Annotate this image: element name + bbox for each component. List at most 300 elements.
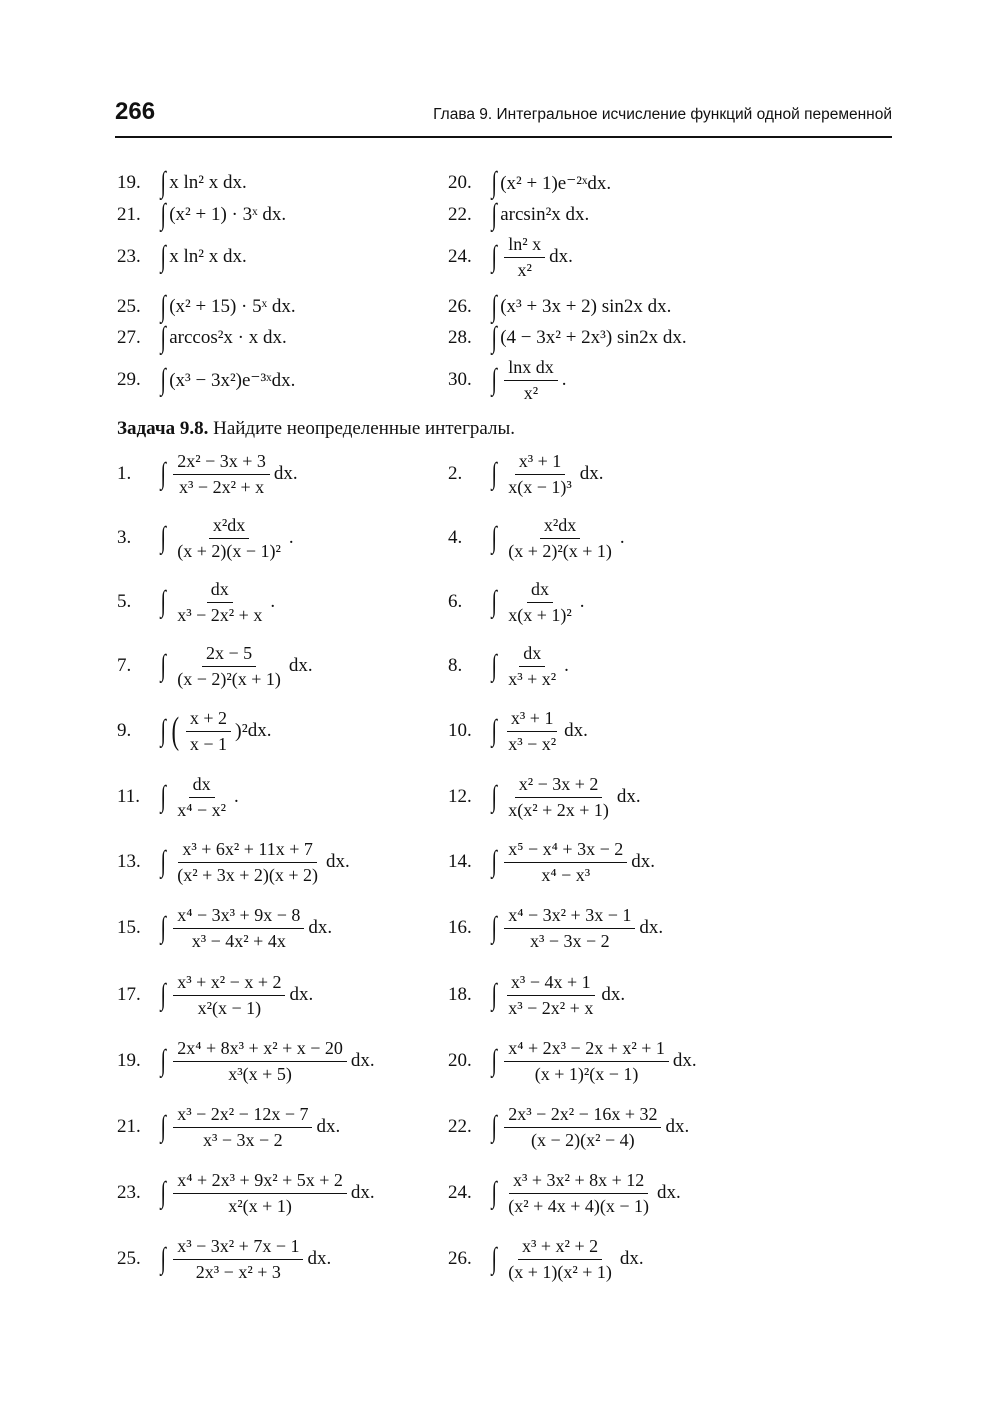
- exercise-row: [0, 507, 1000, 569]
- numerator: x³ + 1: [515, 451, 566, 475]
- fraction: [504, 643, 560, 690]
- exercise-item: [117, 292, 296, 322]
- numerator: x + 2: [186, 708, 231, 732]
- denominator: (x² + 3x + 2)(x + 2): [177, 864, 319, 885]
- exercise-number: 4.: [448, 527, 463, 548]
- integrand: [500, 327, 686, 349]
- integral-sign: ∫: [491, 1044, 497, 1077]
- integral-sign: ∫: [160, 845, 166, 878]
- header-rule: [115, 136, 892, 138]
- integral-sign: ∫: [160, 585, 166, 618]
- numerator: x³ − 4x + 1: [507, 972, 595, 996]
- integral-sign: ∫: [491, 714, 497, 747]
- integrand: [500, 774, 640, 821]
- exercise-item: [448, 168, 611, 198]
- integrand-text: (x³ − 3x²)e⁻³ˣdx.: [169, 369, 296, 391]
- numerator: 2x² − 3x + 3: [173, 451, 270, 475]
- integral-sign: ∫: [491, 911, 497, 944]
- exercise-item: [117, 571, 275, 633]
- integrand: [169, 1038, 374, 1085]
- fraction: [173, 643, 285, 690]
- exercise-row: [0, 1228, 1000, 1290]
- exercise-item: [117, 168, 247, 198]
- exercise-item: [117, 700, 271, 762]
- exercise-number: 24.: [448, 1182, 472, 1203]
- exercise-number: 25.: [117, 1248, 141, 1269]
- exercise-row: [0, 1030, 1000, 1092]
- exercise-row: [0, 292, 1000, 322]
- integrand: [500, 905, 663, 952]
- numerator: dx: [189, 774, 215, 798]
- integral-sign: ∫: [491, 978, 497, 1011]
- integrand: [500, 1038, 696, 1085]
- exercise-number: 6.: [448, 591, 463, 612]
- numerator: 2x⁴ + 8x³ + x² + x − 20: [173, 1038, 347, 1062]
- fraction: [504, 357, 558, 404]
- integrand: [169, 579, 275, 626]
- exercise-item: [448, 355, 566, 405]
- exercise-number: 19.: [117, 172, 141, 193]
- exercise-row: [0, 355, 1000, 405]
- numerator: x³ + 3x² + 8x + 12: [509, 1170, 648, 1194]
- fraction: [504, 451, 576, 498]
- integrand-tail: dx.: [307, 1248, 332, 1269]
- numerator: x²dx: [209, 515, 249, 539]
- exercise-number: 14.: [448, 851, 472, 872]
- integrand-tail: dx.: [665, 1116, 690, 1137]
- denominator: (x + 1)²(x − 1): [534, 1063, 639, 1084]
- integrand-tail: dx.: [564, 720, 588, 741]
- integral-sign: ∫: [160, 714, 166, 747]
- integrand: [500, 1170, 681, 1217]
- integrand: [169, 327, 287, 349]
- denominator: (x − 2)²(x + 1): [177, 668, 281, 689]
- denominator: x³ + x²: [508, 668, 557, 689]
- exercise-item: [448, 700, 588, 762]
- integrand: [169, 515, 293, 562]
- fraction: [504, 1038, 669, 1085]
- exercise-number: 10.: [448, 720, 472, 741]
- fraction: [173, 1038, 347, 1085]
- integrand-tail: dx.: [549, 246, 573, 267]
- fraction: [504, 1170, 653, 1217]
- numerator: x² − 3x + 2: [515, 774, 603, 798]
- fraction: [504, 1236, 616, 1283]
- denominator: (x + 2)(x − 1)²: [177, 540, 281, 561]
- denominator: x³(x + 5): [228, 1063, 292, 1084]
- exercise-item: [117, 897, 332, 959]
- integral-sign: ∫: [491, 240, 497, 273]
- integrand-tail: dx.: [273, 463, 298, 484]
- integrand: [500, 579, 584, 626]
- integrand: [500, 972, 625, 1019]
- fraction: [173, 905, 304, 952]
- exercise-item: [117, 766, 239, 828]
- exercise-item: [117, 635, 313, 697]
- exercise-number: 18.: [448, 984, 472, 1005]
- numerator: x⁴ − 3x³ + 9x − 8: [173, 905, 304, 929]
- fraction: [504, 839, 627, 886]
- integrand-text: (x² + 15) · 5ˣ dx.: [169, 296, 296, 317]
- numerator: x⁴ − 3x² + 3x − 1: [504, 905, 635, 929]
- integrand: [500, 1104, 689, 1151]
- exercise-item: [448, 1162, 681, 1224]
- exercise-number: 26.: [448, 296, 472, 317]
- numerator: x⁵ − x⁴ + 3x − 2: [504, 839, 627, 863]
- fraction: [504, 234, 545, 281]
- integrand: [500, 515, 624, 562]
- exercise-item: [117, 1030, 375, 1092]
- numerator: x³ − 3x² + 7x − 1: [173, 1236, 303, 1260]
- exercise-number: 9.: [117, 720, 132, 741]
- integral-sign: ∫: [160, 1242, 166, 1275]
- exercise-row: [0, 571, 1000, 633]
- denominator: x³ − 3x − 2: [202, 1129, 283, 1150]
- integrand-tail: .: [619, 527, 625, 548]
- integrand-tail: dx.: [247, 720, 272, 741]
- fraction: [504, 774, 613, 821]
- integral-sign: ∫: [491, 780, 497, 813]
- denominator: x³ − x²: [508, 733, 557, 754]
- integrand: [500, 296, 671, 318]
- exercise-item: [448, 1228, 644, 1290]
- page-header: [115, 98, 892, 138]
- integrand-tail: .: [579, 591, 585, 612]
- exercise-number: 13.: [117, 851, 141, 872]
- integrand: [169, 972, 313, 1019]
- exercise-number: 8.: [448, 655, 463, 676]
- exercise-item: [448, 507, 625, 569]
- integrand-tail: dx.: [350, 1182, 375, 1203]
- integrand: [500, 643, 569, 690]
- integral-sign: ∫: [491, 521, 497, 554]
- fraction: [504, 579, 576, 626]
- exercise-number: 25.: [117, 296, 141, 317]
- integral-sign: ∫: [160, 457, 166, 490]
- exercise-row: [0, 831, 1000, 893]
- fraction: [504, 905, 635, 952]
- integral-sign: ∫: [491, 198, 497, 231]
- exercise-number: 15.: [117, 917, 141, 938]
- integrand-tail: dx.: [350, 1050, 375, 1071]
- numerator: x³ + 1: [507, 708, 558, 732]
- integrand-tail: dx.: [657, 1182, 681, 1203]
- integrand-text: x ln² x dx.: [169, 246, 247, 267]
- integrand: [169, 839, 350, 886]
- fraction: [173, 774, 230, 821]
- denominator: x⁴ − x²: [177, 799, 227, 820]
- integrand-tail: dx.: [672, 1050, 697, 1071]
- integral-sign: ∫: [160, 521, 166, 554]
- exercise-row: [0, 766, 1000, 828]
- integrand-text: arccos²x · x dx.: [169, 327, 287, 348]
- integrand-tail: dx.: [316, 1116, 341, 1137]
- exercise-number: 11.: [117, 786, 141, 807]
- task-label: Задача 9.8.: [117, 418, 209, 439]
- denominator: x(x − 1)³: [508, 476, 572, 497]
- integral-sign: ∫: [160, 1176, 166, 1209]
- exercise-number: 20.: [448, 1050, 472, 1071]
- integrand: [500, 708, 588, 755]
- exercise-number: 1.: [117, 463, 132, 484]
- integral-sign: ∫: [491, 585, 497, 618]
- integrand: [169, 204, 286, 226]
- exercise-number: 2.: [448, 463, 463, 484]
- integrand: [500, 172, 611, 195]
- denominator: (x² + 4x + 4)(x − 1): [508, 1195, 650, 1216]
- exercise-row: [0, 168, 1000, 198]
- integral-sign: ∫: [491, 321, 497, 354]
- integrand-tail: dx.: [616, 786, 641, 807]
- fraction: [173, 579, 266, 626]
- integrand: [169, 296, 295, 318]
- exercise-item: [448, 897, 663, 959]
- integral-sign: ∫: [160, 321, 166, 354]
- integrand-tail: dx.: [639, 917, 664, 938]
- exercise-item: [117, 443, 298, 505]
- integral-sign: ∫: [491, 363, 497, 396]
- exercise-number: 7.: [117, 655, 132, 676]
- fraction: [173, 972, 285, 1019]
- exercise-item: [117, 232, 247, 282]
- exercise-item: [117, 323, 287, 353]
- denominator: x²(x − 1): [197, 997, 262, 1018]
- exercise-row: [0, 897, 1000, 959]
- integral-sign: ∫: [160, 780, 166, 813]
- integrand: [500, 839, 655, 886]
- integrand: [169, 708, 271, 755]
- exercise-row: [0, 1162, 1000, 1224]
- numerator: x³ + x² + 2: [518, 1236, 602, 1260]
- exercise-number: 3.: [117, 527, 132, 548]
- paren-open: (: [171, 710, 180, 752]
- fraction: [186, 708, 231, 755]
- exercise-number: 26.: [448, 1248, 472, 1269]
- fraction: [504, 708, 560, 755]
- fraction: [173, 839, 322, 886]
- integrand-tail: dx.: [288, 655, 313, 676]
- exercise-item: [448, 831, 655, 893]
- integral-sign: ∫: [491, 649, 497, 682]
- denominator: x(x + 1)²: [508, 604, 572, 625]
- denominator: x²: [517, 259, 532, 280]
- denominator: x²: [523, 382, 539, 403]
- integral-sign: ∫: [160, 649, 166, 682]
- denominator: x³ − 2x² + x: [179, 476, 265, 497]
- integrand: [169, 643, 312, 690]
- integrand: [169, 1104, 340, 1151]
- integrand: [169, 774, 239, 821]
- exercise-number: 20.: [448, 172, 472, 193]
- integrand-tail: dx.: [289, 984, 314, 1005]
- numerator: 2x³ − 2x² − 16x + 32: [504, 1104, 661, 1128]
- exercise-item: [448, 292, 671, 322]
- integral-sign: ∫: [160, 363, 166, 396]
- exercise-number: 30.: [448, 369, 472, 390]
- integrand-tail: .: [564, 655, 569, 676]
- numerator: dx: [519, 643, 545, 667]
- integrand: [169, 172, 246, 194]
- integrand: [169, 1236, 331, 1283]
- exercise-item: [448, 964, 625, 1026]
- numerator: x³ + 6x² + 11x + 7: [178, 839, 317, 863]
- integrand: [500, 234, 573, 281]
- exercise-item: [448, 571, 585, 633]
- integral-sign: ∫: [160, 1110, 166, 1143]
- fraction: [504, 515, 616, 562]
- chapter-title: Глава 9. Интегральное исчисление функций одной переменной: [433, 106, 892, 123]
- exercise-number: 12.: [448, 786, 472, 807]
- integral-sign: ∫: [491, 1110, 497, 1143]
- exercise-item: [117, 1096, 340, 1158]
- integral-sign: ∫: [491, 1242, 497, 1275]
- integral-sign: ∫: [491, 457, 497, 490]
- exercise-item: [448, 635, 569, 697]
- exercise-number: 23.: [117, 246, 141, 267]
- integrand: [500, 204, 589, 226]
- exercise-number: 21.: [117, 204, 141, 225]
- integrand-tail: dx.: [326, 851, 350, 872]
- integrand: [169, 1170, 374, 1217]
- integrand: [169, 246, 246, 268]
- integral-sign: ∫: [160, 290, 166, 323]
- exercise-number: 22.: [448, 204, 472, 225]
- exercise-row: [0, 635, 1000, 697]
- fraction: [504, 1104, 661, 1151]
- integrand-tail: .: [270, 591, 276, 612]
- page-number: 266: [115, 98, 156, 125]
- integral-sign: ∫: [160, 240, 166, 273]
- exercise-item: [448, 766, 641, 828]
- task-text: Найдите неопределенные интегралы.: [213, 418, 515, 439]
- exercise-item: [117, 355, 295, 405]
- exercise-number: 16.: [448, 917, 472, 938]
- fraction: [173, 1236, 303, 1283]
- integrand-tail: dx.: [601, 984, 626, 1005]
- exercise-item: [117, 507, 294, 569]
- exercise-number: 23.: [117, 1182, 141, 1203]
- integral-sign: ∫: [160, 978, 166, 1011]
- integrand-tail: dx.: [308, 917, 333, 938]
- exercise-number: 28.: [448, 327, 472, 348]
- integrand-text: (x² + 1) · 3ˣ dx.: [169, 204, 287, 225]
- exercise-item: [117, 831, 350, 893]
- integral-sign: ∫: [160, 1044, 166, 1077]
- denominator: (x − 2)(x² − 4): [531, 1129, 635, 1150]
- numerator: x⁴ + 2x³ + 9x² + 5x + 2: [173, 1170, 347, 1194]
- integral-sign: ∫: [491, 166, 497, 199]
- numerator: 2x − 5: [202, 643, 256, 667]
- exercise-item: [448, 1030, 697, 1092]
- exercise-number: 24.: [448, 246, 472, 267]
- numerator: x⁴ + 2x³ − 2x + x² + 1: [504, 1038, 669, 1062]
- numerator: lnx dx: [504, 357, 558, 381]
- integrand-text: x ln² x dx.: [169, 172, 247, 193]
- integral-sign: ∫: [160, 911, 166, 944]
- fraction: [173, 1104, 312, 1151]
- denominator: (x + 2)²(x + 1): [508, 540, 612, 561]
- exercise-item: [117, 1162, 375, 1224]
- exercise-number: 19.: [117, 1050, 141, 1071]
- integrand-text: (x³ + 3x + 2) sin2x dx.: [500, 296, 672, 317]
- exercise-row: [0, 323, 1000, 353]
- denominator: x³ − 2x² + x: [508, 997, 594, 1018]
- integral-sign: ∫: [160, 198, 166, 231]
- integrand: [500, 357, 566, 404]
- exercise-number: 27.: [117, 327, 141, 348]
- integral-sign: ∫: [491, 1176, 497, 1209]
- exercise-number: 29.: [117, 369, 141, 390]
- integrand-tail: dx.: [619, 1248, 644, 1269]
- denominator: x³ − 3x − 2: [529, 930, 610, 951]
- numerator: ln² x: [504, 234, 545, 258]
- integrand-tail: .: [234, 786, 239, 807]
- integrand: [169, 369, 295, 392]
- fraction: [173, 515, 285, 562]
- exercise-row: [0, 232, 1000, 282]
- exercise-item: [117, 200, 286, 230]
- integrand-text: (4 − 3x² + 2x³) sin2x dx.: [500, 327, 687, 348]
- numerator: x³ − 2x² − 12x − 7: [173, 1104, 312, 1128]
- exercise-number: 22.: [448, 1116, 472, 1137]
- integrand-tail: dx.: [631, 851, 655, 872]
- exercise-item: [448, 232, 573, 282]
- exercise-number: 5.: [117, 591, 132, 612]
- fraction: [173, 1170, 347, 1217]
- exercise-item: [117, 964, 313, 1026]
- integrand-text: (x² + 1)e⁻²ˣdx.: [500, 172, 612, 194]
- integrand: [169, 451, 297, 498]
- fraction: [173, 451, 270, 498]
- exercise-item: [448, 323, 687, 353]
- denominator: 2x³ − x² + 3: [195, 1261, 281, 1282]
- integrand-tail: .: [561, 369, 567, 390]
- exercise-number: 21.: [117, 1116, 141, 1137]
- exercise-row: [0, 964, 1000, 1026]
- numerator: x²dx: [540, 515, 580, 539]
- exercise-item: [448, 1096, 689, 1158]
- exercise-row: [0, 1096, 1000, 1158]
- integrand-tail: .: [288, 527, 294, 548]
- integrand: [500, 1236, 643, 1283]
- integrand-text: arcsin²x dx.: [500, 204, 590, 225]
- denominator: x(x² + 2x + 1): [508, 799, 609, 820]
- fraction: [504, 972, 597, 1019]
- exercise-row: [0, 443, 1000, 505]
- denominator: x³ − 4x² + 4x: [191, 930, 286, 951]
- exercise-row: [0, 200, 1000, 230]
- integral-sign: ∫: [491, 845, 497, 878]
- integrand-tail: dx.: [579, 463, 604, 484]
- denominator: x − 1: [189, 733, 228, 754]
- exercise-item: [117, 1228, 331, 1290]
- exercise-row: [0, 700, 1000, 762]
- paren-close: )²: [235, 719, 248, 742]
- denominator: x²(x + 1): [228, 1195, 292, 1216]
- exercise-number: 17.: [117, 984, 141, 1005]
- numerator: x³ + x² − x + 2: [173, 972, 285, 996]
- denominator: x³ − 2x² + x: [177, 604, 263, 625]
- integral-sign: ∫: [491, 290, 497, 323]
- exercise-item: [448, 200, 589, 230]
- denominator: x⁴ − x³: [541, 864, 591, 885]
- denominator: (x + 1)(x² + 1): [508, 1261, 612, 1282]
- numerator: dx: [527, 579, 553, 603]
- integral-sign: ∫: [160, 166, 166, 199]
- task-heading: [117, 418, 515, 440]
- numerator: dx: [207, 579, 233, 603]
- integrand: [500, 451, 603, 498]
